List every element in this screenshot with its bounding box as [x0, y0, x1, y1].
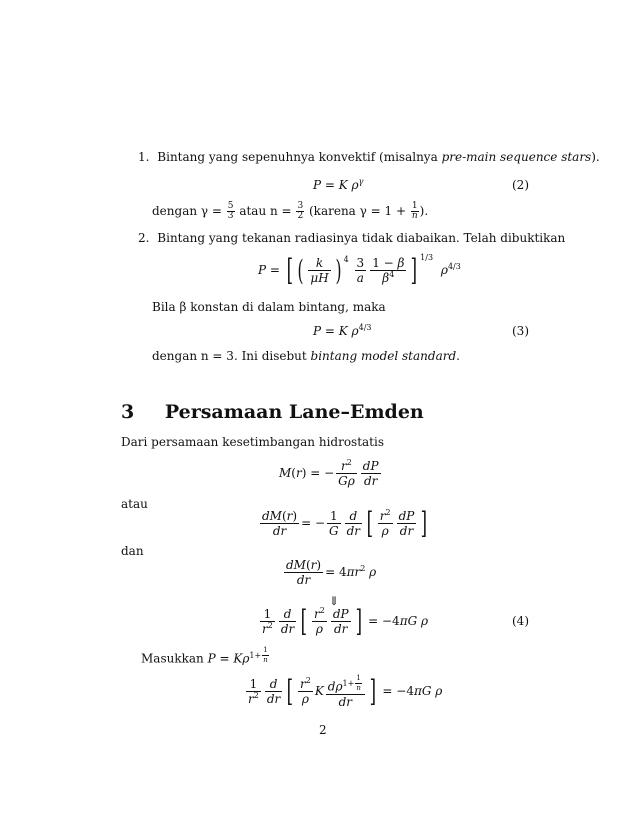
- equation-3: P = K $\rho^{4/3}$: [313, 323, 372, 338]
- page-number: 2: [319, 723, 327, 737]
- karena-den: n: [411, 211, 418, 221]
- equation-4: $\frac{1}{r^2}$ $\frac{d}{dr}$ [ $\frac{r^2}{\rho}$ $\frac{dP}{dr}$ ] = −4πG ρ: [262, 603, 429, 639]
- masukkan-line: Masukkan $P = K\rho^{1+ \frac{1}{n}}$: [141, 646, 268, 666]
- mass-derivative-equation-2: $\frac{dM(r)}{dr}$ = $4\pi r^2$ ρ: [286, 558, 377, 587]
- karena-num: 1: [411, 201, 418, 211]
- n-den: 2: [297, 211, 304, 221]
- gamma-definition: [152, 202, 428, 221]
- standard-model-text: [152, 349, 460, 363]
- atau-text: atau: [121, 497, 148, 511]
- karena-post: ).: [419, 204, 429, 218]
- gamma-den: 3: [227, 211, 234, 221]
- karena-text: (karena γ = 1 +: [309, 204, 407, 218]
- list-item-1-italic: pre-main sequence stars: [441, 150, 592, 164]
- beta-constant-text: Bila β konstan di dalam bintang, maka: [152, 300, 386, 314]
- section-number: 3: [121, 401, 135, 423]
- mass-derivative-equation-1: $\frac{dM(r)}{dr}$ = − $\frac{1}{G}$ $\frac{d}{dr}$ [ $\frac{r^2}{\rho}$ $\frac{dP}{dr}$ ]: [262, 505, 428, 541]
- list-item-2: [138, 231, 565, 245]
- gamma-text: dengan γ =: [152, 204, 222, 218]
- masukkan-text: Masukkan: [141, 651, 204, 666]
- equation-number-3: (3): [512, 324, 529, 338]
- standard-model-italic: bintang model standard: [310, 349, 457, 363]
- equation-number-2: (2): [512, 178, 529, 192]
- list-item-2-text: Bintang yang tekanan radiasinya tidak diabaikan. Telah dibuktikan: [157, 231, 566, 245]
- hydrostatic-equation: M(r) = − $\frac{r^2}{G\rho}$ $\frac{dP}{dr}$: [279, 458, 379, 488]
- radiation-pressure-equation: P = [ ( $\frac{k}{\mu H}$ ) $^4$ $\frac{3}{a}$ $\frac{1 - \beta}{\beta^4}$ ] $^{1/3}$ $\rho^{4/3}$: [258, 252, 461, 288]
- section-title: Persamaan Lane–Emden: [164, 401, 424, 423]
- list-item-1-text: Bintang yang sepenuhnya konvektif (misalnya: [157, 150, 438, 164]
- dan-text: dan: [121, 544, 144, 558]
- equation-number-4: (4): [512, 614, 529, 628]
- substituted-equation: $\frac{1}{r^2}$ $\frac{d}{dr}$ [ $\frac{r^2}{\rho}$ K $d\rho^{1+ \frac{1}{n}}$ dr ] = −4πG ρ: [248, 673, 443, 709]
- list-number-1: 1.: [138, 150, 150, 164]
- standard-model-post: .: [456, 349, 460, 363]
- section-heading: [121, 401, 424, 423]
- equation-2: P = K $\rho^\gamma$: [313, 177, 364, 192]
- n-text: atau n =: [239, 204, 292, 218]
- gamma-num: 5: [227, 201, 234, 211]
- list-item-1: [138, 150, 600, 164]
- list-item-1-after: ).: [591, 150, 600, 164]
- section-intro: Dari persamaan kesetimbangan hidrostatis: [121, 435, 385, 449]
- implies-arrow: ⇓: [329, 594, 340, 608]
- standard-model-pre: dengan n = 3. Ini disebut: [152, 349, 307, 363]
- list-number-2: 2.: [138, 231, 150, 245]
- n-num: 3: [297, 201, 304, 211]
